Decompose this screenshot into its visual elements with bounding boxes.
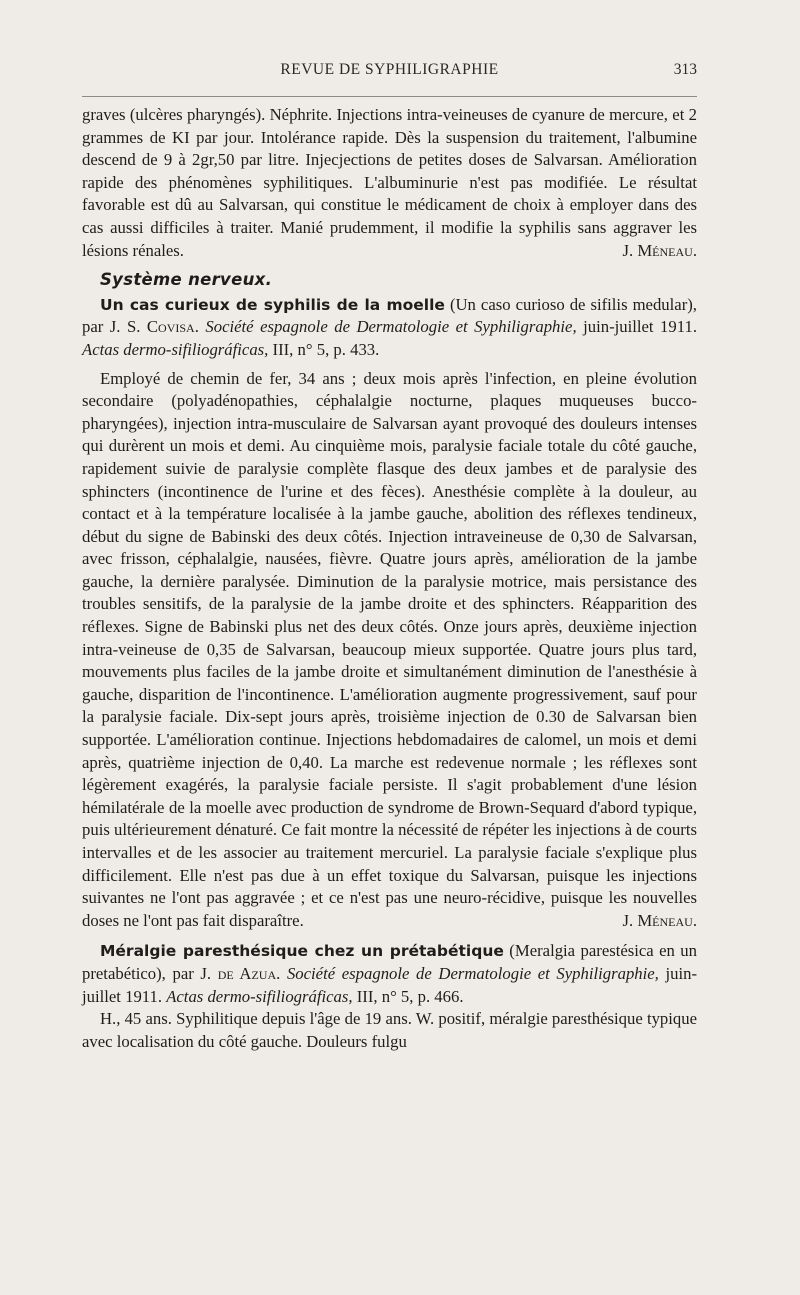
article1-ref: III, n° 5, p. 433. — [268, 339, 380, 359]
article1-signature: J. Méneau. — [622, 910, 697, 930]
running-header — [82, 61, 697, 85]
main-text — [82, 104, 697, 1053]
article2-title: Méralgie paresthésique chez un prétabétique — [100, 942, 504, 961]
article2-de: de — [217, 963, 234, 983]
article1-after-author: . — [194, 317, 206, 337]
header-rule — [82, 96, 697, 97]
article2-body-text: H., 45 ans. Syphilitique depuis l'âge de 19 ans. W. positif, méralgie paresthésique typique avec localisation du côté gauche. Douleurs fulgu — [82, 1009, 697, 1051]
article1-author: Covisa — [146, 317, 195, 337]
article2-body — [82, 1008, 697, 1053]
article2-after-author: . — [276, 963, 287, 983]
article1-actas: Actas dermo-sifiliográficas, — [82, 339, 269, 359]
intro-paragraph — [82, 104, 697, 262]
article2-translation: (Meralgia parestésica en un pretabético), par J. — [82, 941, 697, 983]
page-number: 313 — [673, 61, 697, 78]
article2-ref: III, n° 5, p. 466. — [352, 986, 464, 1006]
article2-author: Azua — [233, 963, 277, 983]
article1-translation: (Un caso curioso de sifilis medular), par J. S. — [82, 294, 697, 337]
intro-signature: J. Méneau. — [622, 240, 697, 260]
article1-body-text: Employé de chemin de fer, 34 ans ; deux mois après l'infection, en pleine évolution secondaire (polyadénopathies, céphalalgie nocturne, plaques muqueuses bucco-pharyngées), injection intra-musculaire de Salvarsan ayant provoqué des douleurs intenses qui durèrent un mois et demi. Au cinquième mois, paralysie faciale totale du côté gauche, rapidement suivie de paralysie complète flasque des deux jambes et de paralysie des sphincters (incontinence de l'urine et des fèces). Anesthésie complète à la douleur, au contact et à la température localisée à la jambe gauche, abolition des réflexes tendineux, début du signe de Babinski des deux côtés. Injection intraveineuse de 0,30 de Salvarsan, avec frisson, céphalalgie, nausées, fièvre. Quatre jours après, amélioration de la jambe gauche, la dernière paralysée. Diminution de la paralysie motrice, mais persistance des troubles sensitifs, de la paralysie de la jambe droite et des sphincters. Réapparition des réflexes. Signe de Babinski plus net des deux côtés. Onze jours après, deuxième injection intra-veineuse de 0,35 de Salvarsan, beaucoup mieux supportée. Quatre jours plus tard, mouvements plus faciles de la jambe droite et simultanément diminution de l'anesthésie à gauche, disparition de l'incontinence. L'amélioration augmente progressivement, sauf pour la paralysie faciale. Dix-sept jours après, troisième injection de 0.30 de Salvarsan bien supportée. L'amélioration continue. Injections hebdomadaires de calomel, un mois et demi après, quatrième injection de 0,40. La marche est redevenue normale ; les réflexes sont légèrement exagérés, la paralysie faciale persiste. Il s'agit probablement d'une lésion hémilatérale de la moelle avec production de syndrome de Brown-Sequard d'abord typique, puis ultérieurement dénaturé. Ce fait montre la nécessité de répéter les injections à de courts intervalles et de les associer au traitement mercuriel. La paralysie faciale s'explique plus difficilement. Elle n'est pas due à un effet toxique du Salvarsan, puisque les injections suivantes ne l'ont pas aggravée ; et ce n'est pas une neuro-récidive, puisque les nouvelles doses ne l'ont pas fait disparaître. — [82, 368, 697, 930]
section-heading: Système nerveux. — [100, 270, 273, 290]
article1-title: Un cas curieux de syphilis de la moelle — [100, 295, 445, 314]
article2-date: juin-juillet 1911. — [82, 963, 698, 1006]
running-title: REVUE DE SYPHILIGRAPHIE — [280, 61, 499, 78]
article1-date: juin-juillet 1911. — [576, 317, 697, 337]
article1-body — [82, 368, 697, 933]
article1-journal: Société espagnole de Dermatologie et Syphiligraphie, — [205, 317, 577, 337]
article1-citation — [82, 294, 697, 362]
intro-text: graves (ulcères pharyngés). Néphrite. Injections intra-veineuses de cyanure de mercure, et 2 grammes de KI par jour. Intolérance rapide. Dès la suspension du traitement, l'albumine descend de 9 à 2gr,50 par litre. Injecjections de petites doses de Salvarsan. Amélioration rapide des phénomènes syphilitiques. L'albuminurie n'est pas modifiée. Le résultat favorable est dû au Salvarsan, qui constitue le médicament de choix à employer dans des cas aussi difficiles à traiter. Manié prudemment, il modifie la syphilis sans aggraver les lésions rénales. — [82, 105, 697, 260]
article2-citation — [82, 940, 697, 1008]
article2-journal: Société espagnole de Dermatologie et Syphiligraphie, — [286, 963, 659, 983]
article2-actas: Actas dermo-sifiliográficas, — [166, 986, 353, 1006]
